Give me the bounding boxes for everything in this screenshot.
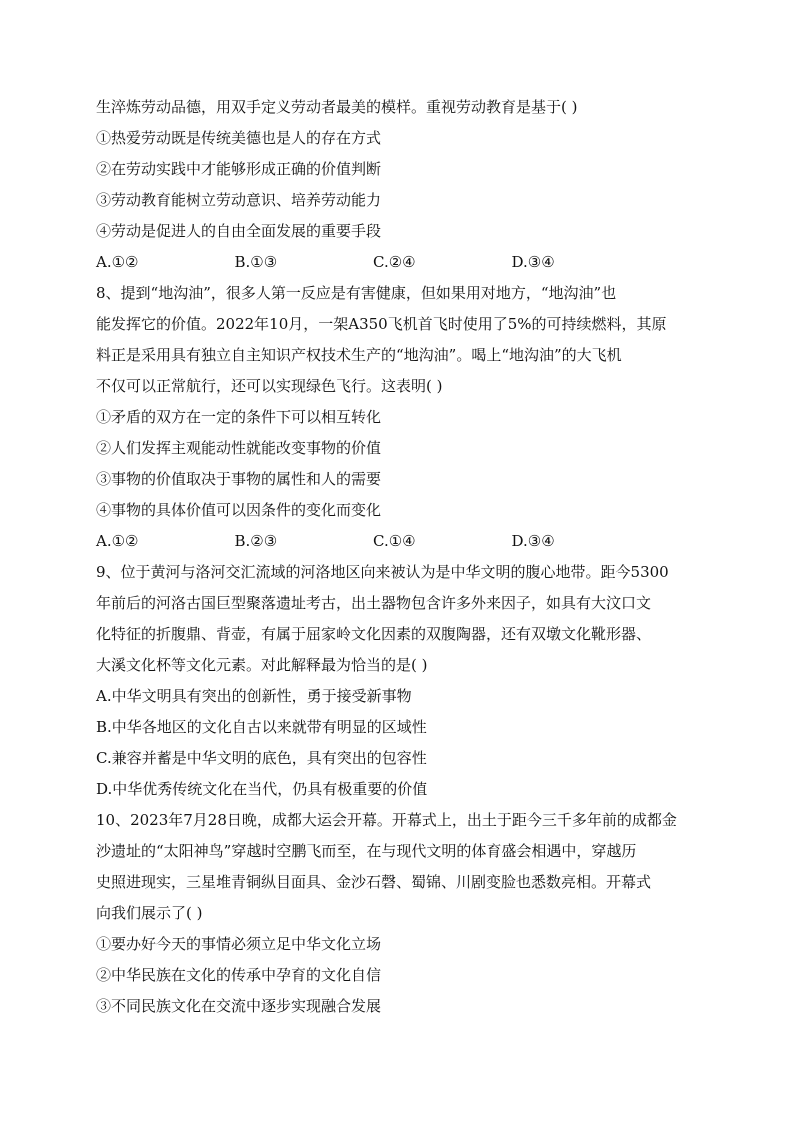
q10-stem-line-3: 史照进现实，三星堆青铜纵目面具、金沙石磬、蜀锦、川剧变脸也悉数亮相。开幕式 [96,873,652,891]
q8-item-3: ③事物的价值取决于事物的属性和人的需要 [96,470,382,488]
q7-options [96,247,716,278]
q8-item-4: ④事物的具体价值可以因条件的变化而变化 [96,501,382,519]
q7-item-4: ④劳动是促进人的自由全面发展的重要手段 [96,222,382,240]
q8-stem-line-4: 不仅可以正常航行，还可以实现绿色飞行。这表明( ) [96,377,443,395]
q9-choice-c: C.兼容并蓄是中华文明的底色，具有突出的包容性 [96,749,427,767]
q10-stem-line-1: 10、2023年7月28日晚，成都大运会开幕。开幕式上，出土于距今三千多年前的成都金 [96,811,677,829]
q10-item-3: ③不同民族文化在交流中逐步实现融合发展 [96,997,382,1015]
q9-choice-a: A.中华文明具有突出的创新性，勇于接受新事物 [96,687,412,705]
q8-stem-line-1: 8、提到“地沟油”，很多人第一反应是有害健康，但如果用对地方，“地沟油”也 [96,284,617,302]
q10-item-2: ②中华民族在文化的传承中孕育的文化自信 [96,966,382,984]
q7-option-b: B.①③ [234,253,278,271]
q7-option-d: D.③④ [511,253,555,271]
q8-stem-line-2: 能发挥它的价值。2022年10月，一架A350飞机首飞时使用了5%的可持续燃料，其原 [96,315,667,333]
q10-item-1: ①要办好今天的事情必须立足中华文化立场 [96,935,382,953]
q8-item-2: ②人们发挥主观能动性就能改变事物的价值 [96,439,382,457]
q7-option-c: C.②④ [373,253,416,271]
q8-option-b: B.②③ [234,532,278,550]
q8-option-a: A.①② [96,532,139,550]
exam-page [96,92,716,1022]
q10-stem-line-4: 向我们展示了( ) [96,904,203,922]
q8-item-1: ①矛盾的双方在一定的条件下可以相互转化 [96,408,382,426]
q9-stem-line-4: 大溪文化杯等文化元素。对此解释最为恰当的是( ) [96,656,428,674]
q9-choice-b: B.中华各地区的文化自古以来就带有明显的区域性 [96,718,427,736]
q7-item-3: ③劳动教育能树立劳动意识、培养劳动能力 [96,191,382,209]
q9-choice-d: D.中华优秀传统文化在当代，仍具有极重要的价值 [96,780,428,798]
q8-stem-line-3: 料正是采用具有独立自主知识产权技术生产的“地沟油”。喝上“地沟油”的大飞机 [96,346,622,364]
q9-stem-line-1: 9、位于黄河与洛河交汇流域的河洛地区向来被认为是中华文明的腹心地带。距今5300 [96,563,669,581]
q8-option-c: C.①④ [373,532,416,550]
q8-option-d: D.③④ [511,532,555,550]
q7-option-a: A.①② [96,253,139,271]
q10-stem-line-2: 沙遗址的“太阳神鸟”穿越时空鹏飞而至，在与现代文明的体育盛会相遇中，穿越历 [96,842,637,860]
q9-stem-line-3: 化特征的折腹鼎、背壶，有属于屈家岭文化因素的双腹陶器，还有双墩文化靴形器、 [96,625,652,643]
q9-stem-line-2: 年前后的河洛古国巨型聚落遗址考古，出土器物包含许多外来因子，如具有大汶口文 [96,594,652,612]
q7-item-1: ①热爱劳动既是传统美德也是人的存在方式 [96,129,382,147]
q7-item-2: ②在劳动实践中才能够形成正确的价值判断 [96,160,382,178]
q7-stem-tail: 生淬炼劳动品德，用双手定义劳动者最美的模样。重视劳动教育是基于( ) [96,98,578,116]
q8-options [96,526,716,557]
